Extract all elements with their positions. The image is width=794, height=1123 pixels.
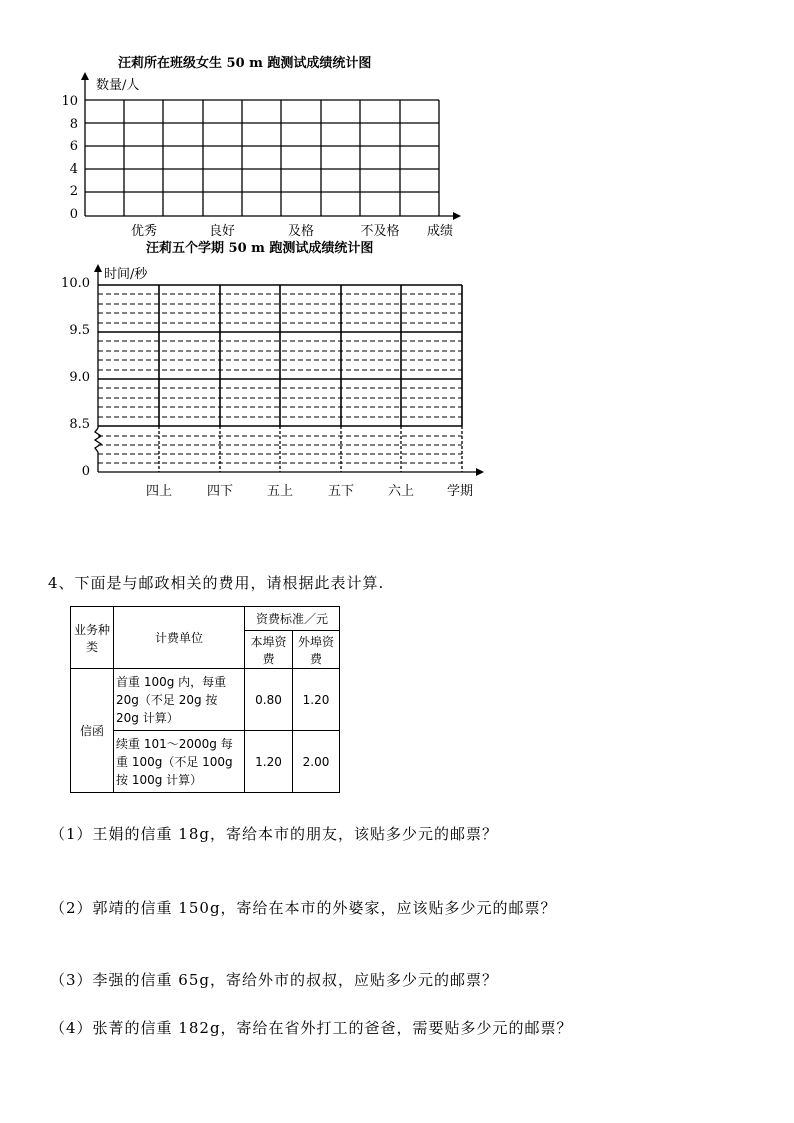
chart1-ytick: 8 (69, 117, 78, 132)
letter-type-cell: 信函 (71, 669, 114, 793)
question-3: （3）李强的信重 65g，寄给外市的叔叔，应贴多少元的邮票？ (50, 971, 499, 989)
chart1-category-label: 优秀 (130, 224, 158, 239)
row2-local-fee: 1.20 (245, 731, 293, 793)
chart1-title: 汪莉所在班级女生 50 m 跑测试成绩统计图 (118, 56, 372, 71)
chart2-category-label: 六上 (387, 484, 415, 499)
chart1-ytick: 2 (69, 184, 78, 199)
section4-heading: 4、下面是与邮政相关的费用，请根据此表计算. (48, 574, 385, 592)
chart1-category-label: 及格 (287, 224, 315, 239)
question-2: （2）郭靖的信重 150g，寄给在本市的外婆家，应该贴多少元的邮票？ (50, 899, 557, 917)
row2-remote-fee: 2.00 (293, 731, 340, 793)
chart1-ytick: 4 (69, 162, 78, 177)
header-standard: 资费标准／元 (245, 607, 340, 631)
chart2-category-label: 五下 (327, 484, 355, 499)
row1-unit: 首重 100g 内，每重 20g（不足 20g 按 20g 计算） (114, 669, 245, 731)
chart1-ytick: 6 (69, 139, 78, 154)
header-remote: 外埠资费 (293, 631, 340, 669)
chart1-x-axis-label: 成绩 (426, 224, 454, 239)
header-type: 业务种类 (71, 607, 114, 669)
chart2-ytick: 9.0 (69, 370, 90, 385)
chart2-category-label: 五上 (266, 484, 294, 499)
question-4: （4）张菁的信重 182g，寄给在省外打工的爸爸，需要贴多少元的邮票？ (50, 1019, 573, 1037)
chart2-x-axis-label: 学期 (446, 484, 474, 499)
chart2-category-label: 四上 (145, 484, 173, 499)
chart1-y-axis-label: 数量/人 (96, 78, 140, 93)
chart1-ytick: 10 (61, 94, 78, 109)
header-unit: 计费单位 (114, 607, 245, 669)
chart2-ytick: 10.0 (61, 276, 90, 291)
row1-local-fee: 0.80 (245, 669, 293, 731)
chart2-category-label: 四下 (206, 484, 234, 499)
row1-remote-fee: 1.20 (293, 669, 340, 731)
chart2-y-axis-label: 时间/秒 (104, 267, 148, 282)
chart1-category-label: 不及格 (360, 224, 400, 239)
chart1-category-label: 良好 (208, 224, 236, 239)
postage-fee-table (70, 606, 340, 793)
chart2-ytick: 0 (81, 464, 90, 479)
question-1: （1）王娟的信重 18g，寄给本市的朋友，该贴多少元的邮票？ (50, 825, 499, 843)
chart2-ytick: 9.5 (69, 323, 90, 338)
chart2-ytick: 8.5 (69, 417, 90, 432)
chart1-ytick: 0 (69, 207, 78, 222)
row2-unit: 续重 101～2000g 每重 100g（不足 100g 按 100g 计算） (114, 731, 245, 793)
chart2-title: 汪莉五个学期 50 m 跑测试成绩统计图 (146, 241, 374, 256)
header-local: 本埠资费 (245, 631, 293, 669)
